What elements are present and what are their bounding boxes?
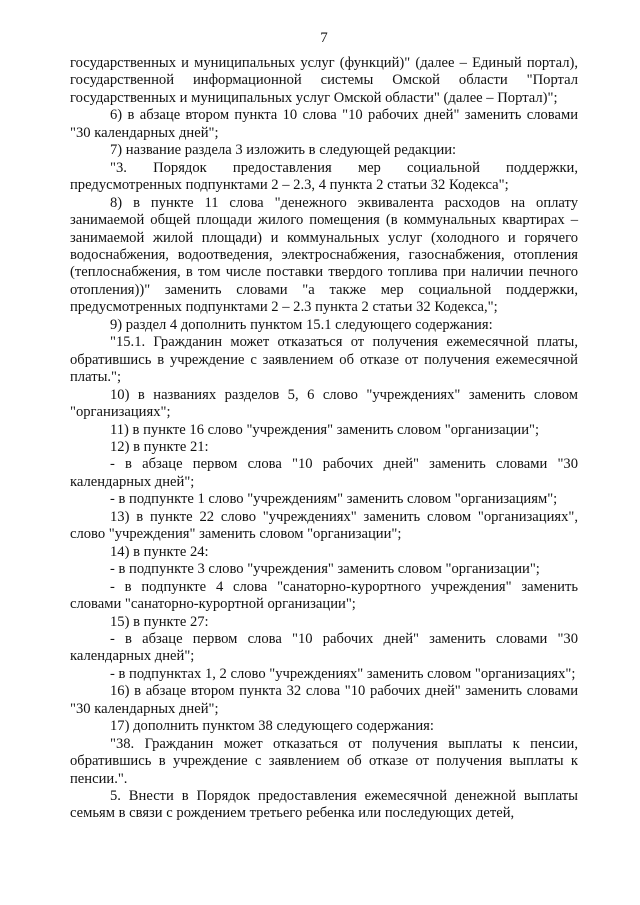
paragraph: 11) в пункте 16 слово "учреждения" заменить словом "организации"; (110, 421, 540, 438)
paragraph: 9) раздел 4 дополнить пунктом 15.1 следующего содержания: (110, 316, 493, 333)
paragraph: "38. Гражданин может отказаться от получения выплаты к пенсии, обратившись в учреждение с заявлением об отказе от получения выплаты к пенсии.". (70, 735, 578, 787)
paragraph: 10) в названиях разделов 5, 6 слово "учреждениях" заменить словом "организациях"; (70, 386, 578, 421)
paragraph: 16) в абзаце втором пункта 32 слова "10 рабочих дней" заменить словами "30 календарных дней"; (70, 683, 578, 717)
paragraph: 12) в пункте 21: (110, 438, 209, 455)
paragraph: 14) в пункте 24: (110, 543, 209, 560)
paragraph: "3. Порядок предоставления мер социальной поддержки, предусмотренных подпунктами 2 – 2.3, 4 пункта 2 статьи 32 Кодекса"; (70, 159, 578, 194)
paragraph: - в подпункте 4 слова "санаторно-курортного учреждения" заменить словами "санаторно-курортной организации"; (70, 578, 578, 613)
page-number: 7 (320, 30, 328, 46)
paragraph: 17) дополнить пунктом 38 следующего содержания: (110, 718, 434, 735)
paragraph: 15) в пункте 27: (110, 613, 209, 630)
paragraph: 5. Внести в Порядок предоставления ежемесячной денежной выплаты семьям в связи с рождением третьего ребенка или последующих детей, (70, 788, 578, 822)
paragraph: 13) в пункте 22 слово "учреждениях" заменить словом "организациях", слово "учреждения" заменить словом "организации"; (70, 508, 578, 543)
paragraph: - в подпункте 1 слово "учреждениям" заменить словом "организациям"; (110, 491, 558, 508)
paragraph: государственных и муниципальных услуг (функций)" (далее – Единый портал), государственной информационной системы Омской области "Портал государственных и муниципальных услуг Омской области" (далее – Портал)"; (70, 55, 578, 106)
paragraph: 7) название раздела 3 изложить в следующей редакции: (110, 142, 457, 159)
paragraph: - в подпунктах 1, 2 слово "учреждениях" заменить словом "организациях"; (110, 665, 576, 682)
paragraph: - в абзаце первом слова "10 рабочих дней" заменить словами "30 календарных дней"; (70, 630, 578, 665)
paragraph: 6) в абзаце втором пункта 10 слова "10 рабочих дней" заменить словами "30 календарных дней"; (70, 107, 578, 141)
paragraph: "15.1. Гражданин может отказаться от получения ежемесячной платы, обратившись в учреждение с заявлением об отказе от получения ежемесячной платы."; (70, 334, 578, 386)
paragraph: 8) в пункте 11 слова "денежного эквивалента расходов на оплату занимаемой общей площади жилого помещения (в коммунальных квартирах – занимаемой жилой площади) и коммунальных услуг (холодного и горячего водоснабжения, водоотведения, электроснабжения, газоснабжения, отопления (теплоснабжения, в том числе поставки твердого топлива при наличии печного отопления))" заменить словами "а также мер социальной поддержки, предусмотренных подпунктами 2 – 2.3 пункта 2 статьи 32 Кодекса,"; (70, 194, 578, 316)
paragraph: - в подпункте 3 слово "учреждения" заменить словом "организации"; (110, 561, 540, 578)
paragraph: - в абзаце первом слова "10 рабочих дней" заменить словами "30 календарных дней"; (70, 456, 578, 490)
document-body (70, 55, 578, 823)
